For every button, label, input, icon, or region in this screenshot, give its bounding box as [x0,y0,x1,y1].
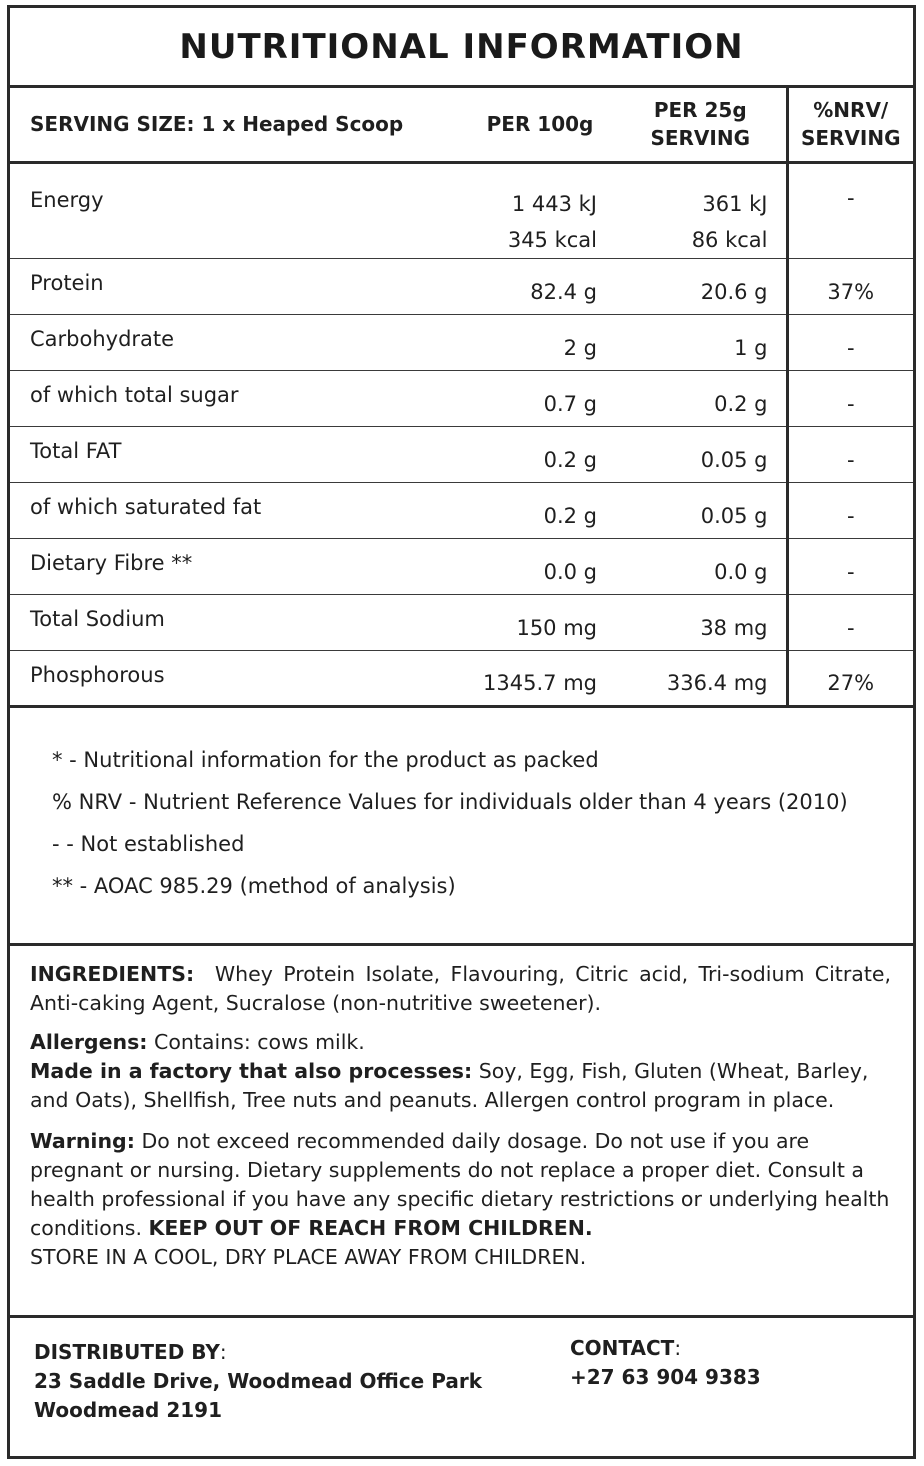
factory-text: Soy, Egg, Fish, Gluten (Wheat, Barley, and Oats), Shellfish, Tree nuts and peanuts. Allergen control program in place. [30,1058,869,1112]
per-serving-value: 336.4 mg [615,650,787,706]
table-row [10,538,913,594]
per-serving-value: 361 kJ 86 kcal [615,162,787,258]
nutrient-label: Carbohydrate [10,314,465,370]
contact-block: CONTACT: +27 63 904 9383 [570,1335,761,1389]
nrv-value: - [787,426,913,482]
footnote: - - Not established [52,831,245,856]
footnote: * - Nutritional information for the product as packed [52,747,599,772]
nrv-value: - [787,538,913,594]
distributor-address-line2: Woodmead 2191 [34,1397,222,1422]
nrv-value: - [787,162,913,258]
per-100g-value: 1345.7 mg [465,650,615,706]
table-row [10,650,913,706]
per-100g-value: 0.2 g [465,426,615,482]
ingredients-text: Whey Protein Isolate, Flavouring, Citric acid, Tri-sodium Citrate, Anti-caking Agent, Sucralose (non-nutritive sweetener). [30,961,891,1015]
nutrient-label: Dietary Fibre ** [10,538,465,594]
distributor-block: DISTRIBUTED BY: 23 Saddle Drive, Woodmead Office Park Woodmead 2191 [34,1339,482,1422]
allergens-paragraph [30,1028,891,1115]
nrv-value: 37% [787,258,913,314]
allergens-label: Allergens: [30,1029,148,1054]
contact-phone: +27 63 904 9383 [570,1364,761,1389]
per-100g-value: 0.2 g [465,482,615,538]
table-row [10,258,913,314]
ingredients-section [10,946,913,1318]
warning-paragraph [30,1127,891,1272]
nutrient-label: of which total sugar [10,370,465,426]
footnote: % NRV - Nutrient Reference Values for individuals older than 4 years (2010) [52,789,848,814]
per-serving-value: 0.0 g [615,538,787,594]
footnotes [10,708,913,946]
nrv-value: - [787,594,913,650]
factory-label: Made in a factory that also processes: [30,1058,473,1083]
keep-out-of-reach: KEEP OUT OF REACH FROM CHILDREN. [148,1215,593,1240]
nutrient-label: Energy [10,162,465,258]
table-row [10,594,913,650]
warning-label: Warning: [30,1128,135,1153]
table-row [10,314,913,370]
warning-text: Do not exceed recommended daily dosage. Do not use if you are pregnant or nursing. Dietary supplements do not replace a proper diet. Consult a health professional if you have any specific dietary restrictions or underlying health conditions. [30,1128,890,1240]
nutrient-label: Phosphorous [10,650,465,706]
distributor-label: DISTRIBUTED BY [34,1339,220,1364]
nutrition-table [10,88,913,708]
per-100g-header: PER 100g [465,88,615,162]
nrv-header: %NRV/ SERVING [787,88,913,162]
per-serving-value: 0.2 g [615,370,787,426]
per-100g-value: 1 443 kJ 345 kcal [465,162,615,258]
per-100g-value: 82.4 g [465,258,615,314]
nrv-value: - [787,370,913,426]
serving-size-header: SERVING SIZE: 1 x Heaped Scoop [10,88,465,162]
per-serving-value: 0.05 g [615,426,787,482]
per-serving-value: 0.05 g [615,482,787,538]
nutrient-label: Total FAT [10,426,465,482]
nutrient-label: Total Sodium [10,594,465,650]
nutrient-label: Protein [10,258,465,314]
footnote: ** - AOAC 985.29 (method of analysis) [52,873,456,898]
per-serving-value: 20.6 g [615,258,787,314]
storage-text: STORE IN A COOL, DRY PLACE AWAY FROM CHILDREN. [30,1244,587,1269]
ingredients-label: INGREDIENTS: [30,961,195,986]
footer [10,1318,913,1425]
per-100g-value: 150 mg [465,594,615,650]
table-row [10,370,913,426]
distributor-address-line1: 23 Saddle Drive, Woodmead Office Park [34,1368,482,1393]
per-serving-value: 38 mg [615,594,787,650]
table-header-row [10,88,913,162]
table-row-energy [10,162,913,258]
nrv-value: 27% [787,650,913,706]
table-row [10,482,913,538]
nrv-value: - [787,314,913,370]
nutrient-label: of which saturated fat [10,482,465,538]
per-100g-value: 0.0 g [465,538,615,594]
label-title: NUTRITIONAL INFORMATION [10,8,913,88]
per-serving-header: PER 25g SERVING [615,88,787,162]
nutrition-label [7,5,916,1459]
ingredients-paragraph [30,960,891,1018]
per-100g-value: 0.7 g [465,370,615,426]
table-row [10,426,913,482]
nrv-value: - [787,482,913,538]
per-serving-value: 1 g [615,314,787,370]
allergens-text: Contains: cows milk. [154,1029,365,1054]
per-100g-value: 2 g [465,314,615,370]
contact-label: CONTACT [570,1335,675,1360]
